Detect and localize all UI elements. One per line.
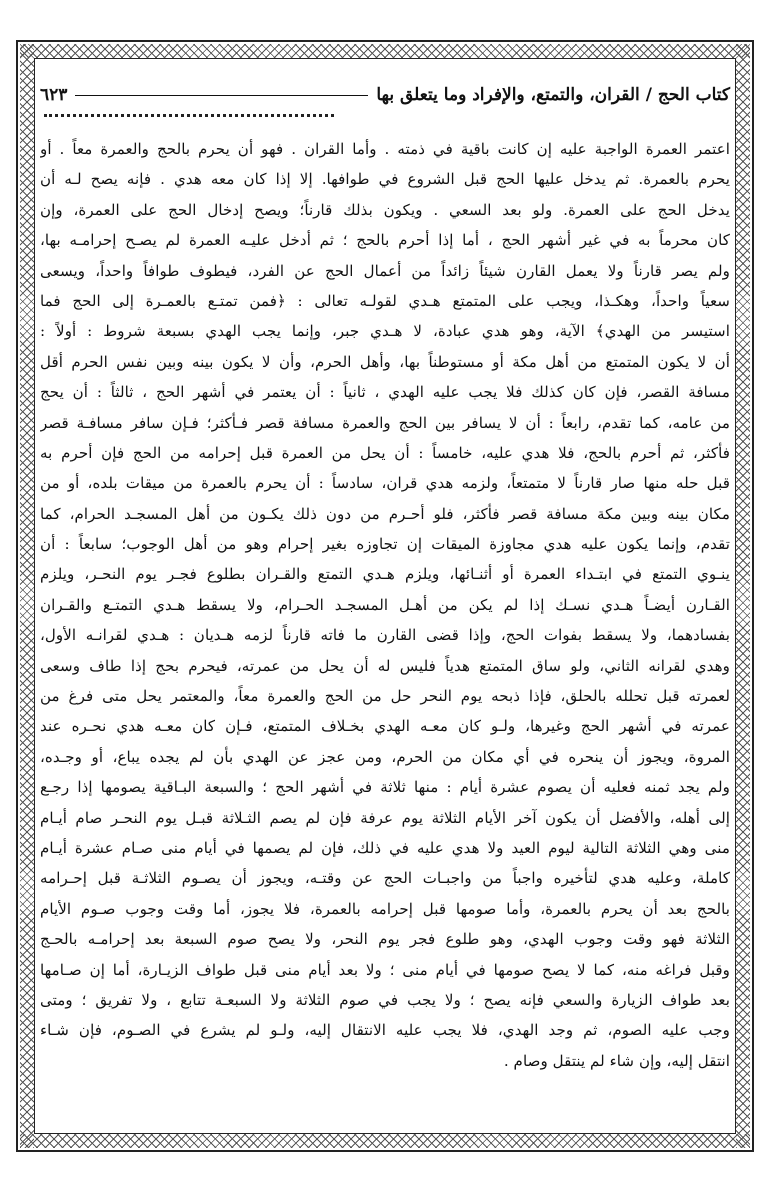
- page-number: ٦٢٣: [40, 85, 68, 105]
- text-line: ولم يصر قارناً ولا يعمل القارن شيئاً زائداً من أعمال الحج عن الفرد، فيطوف طوافاً واحداً، ويسعى: [40, 261, 730, 280]
- text-line: انتقل إليه، وإن شاء لم ينتقل وصام .: [503, 1051, 730, 1070]
- text-line: منى وهي الثلاثة التالية ليوم العيد ولا هدي عليه في ذلك، فإن لم يصمها في أيام منى صـام عشرة أيـام: [40, 838, 730, 857]
- text-line: ينـوي التمتع في ابتـداء العمرة أو أثنـائها، ويلزم هـدي التمتع والقـران بطلوع فجـر يوم النحـر، ويلزم: [40, 565, 730, 584]
- text-line: يحرم بالعمرة. ثم يدخل عليها الحج قبل الشروع في طوافها. إلا إذا كان معه هدي . فإنه يصح لـه أن: [40, 170, 730, 189]
- text-line: كاملة، وعليه هدي لتأخيره واجباً من واجبـات الحج عن وقتـه، ويجوز أن يصـوم الثلاثـة قبل إحـرامه: [40, 869, 730, 888]
- text-line: قبل حله منها صار قارناً لا متمتعاً، ولزمه هدي قران، سادساً : أن يحرم بالعمرة من ميقات بلده، أو من: [40, 474, 730, 493]
- text-line: أن لا يكون المتمتع من أهل مكة أو مستوطناً بها، وأهل الحرم، وأن لا يكون بينه وبين نفس الحرم أقل: [40, 352, 730, 371]
- text-line: لعمرته قبل تحلله بالحلق، فإذا ذبحه يوم النحر حل من الحج والعمرة معاً، والمعتمر يحل متى فرغ من: [40, 687, 730, 706]
- text-line: كان محرماً به في غير أشهر الحج ، أما إذا أحرم بالحج ؛ ثم أدخل عليـه العمرة لم يصـح إحرامـه بها،: [40, 231, 730, 250]
- ornamental-border-left: [20, 44, 34, 1148]
- text-line: بالحج بعد أن يحرم بالعمرة، وأما صومها قبل إحرامه بالعمرة، فلا يجوز، أما وقت وجوب صـوم الأيام: [40, 899, 730, 918]
- text-line: بعد طواف الزيارة والسعي فإنه يصح ؛ ولا يجب في صوم الثلاثة ولا السبعـة تتابع ، ولا تفريق ؛ ومتى: [40, 990, 730, 1009]
- dotted-separator: [44, 114, 334, 127]
- text-line: القـارن أيضـاً هـدي نسـك إذا لم يكن من أهـل المسجـد الحـرام، ولا يسقط هـدي التمتـع والقـران: [40, 595, 730, 614]
- text-line: وقبل فراغه منه، كما لا يصح صومها في أيام منى ؛ ولا بعد أيام منى قبل طواف الزيـارة، أما إن صـامها: [40, 960, 730, 979]
- text-line: سعياً واحداً، وهكـذا، ويجب على المتمتع هـدي لقولـه تعالى : ﴿فمن تمتـع بالعمـرة إلى الحج فما: [40, 291, 730, 310]
- ornamental-border-top: [20, 44, 750, 58]
- text-line: وهدي لقرانه الثاني، ولو ساق المتمتع هدياً فليس له أن يحل من عمرته، فيحرم بحج إذا طاف وسعى: [40, 656, 730, 675]
- body-text: [40, 134, 730, 1076]
- text-line: ولم يجد ثمنه فعليه أن يصوم عشرة أيام : منها ثلاثة في أشهر الحج ؛ والسبعة البـاقية يصومها إذا رجـع: [40, 778, 730, 797]
- text-line: من عامه، كما تقدم، رابعاً : أن لا يسافر بين الحج والعمرة مسافة قصر فـأكثر؛ فـإن سافر مسافـة قصر: [40, 413, 730, 432]
- text-line: إلى أهله، والأفضل أن يكون آخر الأيام الثلاثة يوم عرفة فإن لم يصم الثـلاثة قبـل يوم النحـر صام أيـام: [40, 808, 730, 827]
- text-line: تقدم، وإنما يكون عليه هدي مجاوزة الميقات إن تجاوزه بغير إحرام وهو من أهل الوجوب؛ سابعاً : أن: [40, 535, 730, 554]
- text-line: اعتمر العمرة الواجبة عليه إن كانت باقية في ذمته . وأما القران . فهو أن يحرم بالحج والعمرة معاً . أو: [40, 140, 730, 158]
- text-line: الثلاثة فهو وقت وجوب الهدي، وهو طلوع فجر يوم النحر، ولا يصح صوم السبعة بعد إحرامـه بالحـج: [40, 930, 730, 949]
- text-line: فأكثر، ثم أحرم بالحج، فلا هدي عليه، خامساً : أن يحل من العمرة قبل إحرامه من الحج فإن أحرم به: [40, 443, 730, 462]
- running-header-title: كتاب الحج / القران، والتمتع، والإفراد وما يتعلق بها: [376, 85, 730, 105]
- running-header: [40, 78, 730, 112]
- text-line: مكان بينه وبين مكة مسافة قصر فأكثر، فلو أحـرم من دون ذلك يكـون من أهل المسجـد الحرام، كما: [40, 504, 730, 523]
- text-line: عمرته في أشهر الحج وغيرها، ولـو كان معـه الهدي بخـلاف المتمتع، فـإن كان معـه هدي نحـره عند: [40, 717, 730, 736]
- header-rule: [75, 95, 368, 96]
- text-line: مسافة القصر، فإن كان كذلك فلا يجب عليه الهدي ، ثانياً : أن يعتمر في أشهر الحج ، ثالثاً : أن يحج: [40, 383, 730, 402]
- text-line: المروة، ويجوز أن ينحره في أي مكان من الحرم، ومن عجز عن الهدي بأن لم يجده يباع، أو وجـده،: [40, 747, 730, 766]
- text-line: يدخل الحج على العمرة. ولو بعد السعي . ويكون بذلك قارناً؛ ويصح إدخال الحج على العمرة، وإن: [40, 200, 730, 219]
- ornamental-border-bottom: [20, 1134, 750, 1148]
- ornamental-border-right: [736, 44, 750, 1148]
- text-line: وجب عليه الصوم، ثم وجد الهدي، فلا يجب عليه الانتقال إليه، ولـو لم يشرع في الصـوم، فإن شـاء: [40, 1021, 730, 1040]
- text-line: استيسر من الهدي﴾ الآية، وهو هدي عبادة، لا هـدي جبر، وإنما يجب الهدي بسبعة شروط : أولاً :: [40, 322, 730, 341]
- text-line: بفسادهما، ولا يسقط بفوات الحج، وإذا قضى القارن ما فاته قارناً لزمه هـديان : هـدي لقرانـه الأول،: [40, 626, 730, 645]
